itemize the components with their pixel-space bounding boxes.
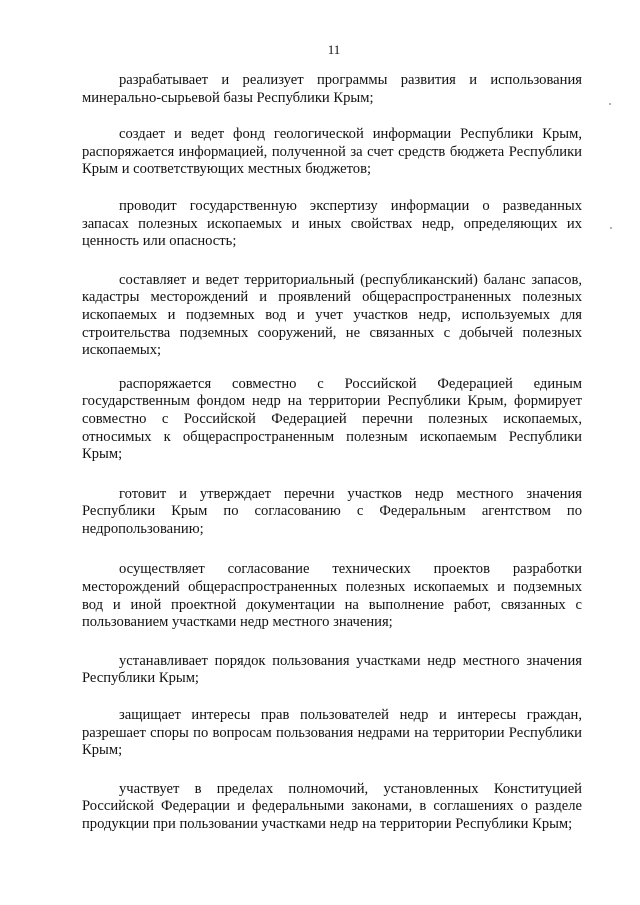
paragraph-7: осуществляет согласование технических проектов разработки месторождений общераспространенных полезных ископаемых и подземных вод и иной проектной документации на выполнение работ, связанных с пользованием участками недр местного значения; <box>82 561 582 631</box>
scan-speck <box>609 103 611 105</box>
paragraph-3: проводит государственную экспертизу информации о разведанных запасах полезных ископаемых и иных свойствах недр, определяющих их ценность или опасность; <box>82 197 582 250</box>
paragraph-gap <box>82 464 582 486</box>
paragraph-10: участвует в пределах полномочий, установленных Конституцией Российской Федерации и федеральными законами, в соглашениях о разделе продукции при пользовании участками недр на территории Республики Крым; <box>82 780 582 832</box>
paragraph-2: создает и ведет фонд геологической информации Республики Крым, распоряжается информацией, полученной за счет средств бюджета Республики Крым и соответствующих местных бюджетов; <box>82 126 582 178</box>
paragraph-8: устанавливает порядок пользования участками недр местного значения Республики Крым; <box>82 652 582 687</box>
paragraph-gap <box>82 107 582 126</box>
paragraph-1: разрабатывает и реализует программы развития и использования минерально-сырьевой базы Республики Крым; <box>82 72 582 106</box>
paragraph-gap <box>82 251 582 272</box>
paragraph-gap <box>82 538 582 561</box>
paragraph-gap <box>82 360 582 376</box>
paragraph-9: защищает интересы прав пользователей недр и интересы граждан, разрешает споры по вопросам пользования недрами на территории Республики Крым; <box>82 707 582 759</box>
paragraph-4: составляет и ведет территориальный (республиканский) баланс запасов, кадастры месторождений и проявлений общераспространенных полезных ископаемых и подземных вод и учет участков недр, используемых для строительства подземных сооружений, не связанных с добычей полезных ископаемых; <box>82 271 582 359</box>
paragraph-gap <box>82 760 582 781</box>
paragraph-gap <box>82 179 582 198</box>
scan-speck <box>610 227 612 229</box>
paragraph-gap <box>82 632 582 653</box>
paragraph-5: распоряжается совместно с Российской Федерацией единым государственным фондом недр на территории Республики Крым, формирует совместно с Российской Федерацией перечни полезных ископаемых, относимых к общераспространенным полезным ископаемым Республики Крым; <box>82 375 582 463</box>
page-number: 11 <box>327 42 341 57</box>
paragraph-gap <box>82 688 582 707</box>
paragraph-6: готовит и утверждает перечни участков недр местного значения Республики Крым по согласованию с Федеральным агентством по недропользованию; <box>82 485 582 537</box>
document-body <box>82 72 582 834</box>
